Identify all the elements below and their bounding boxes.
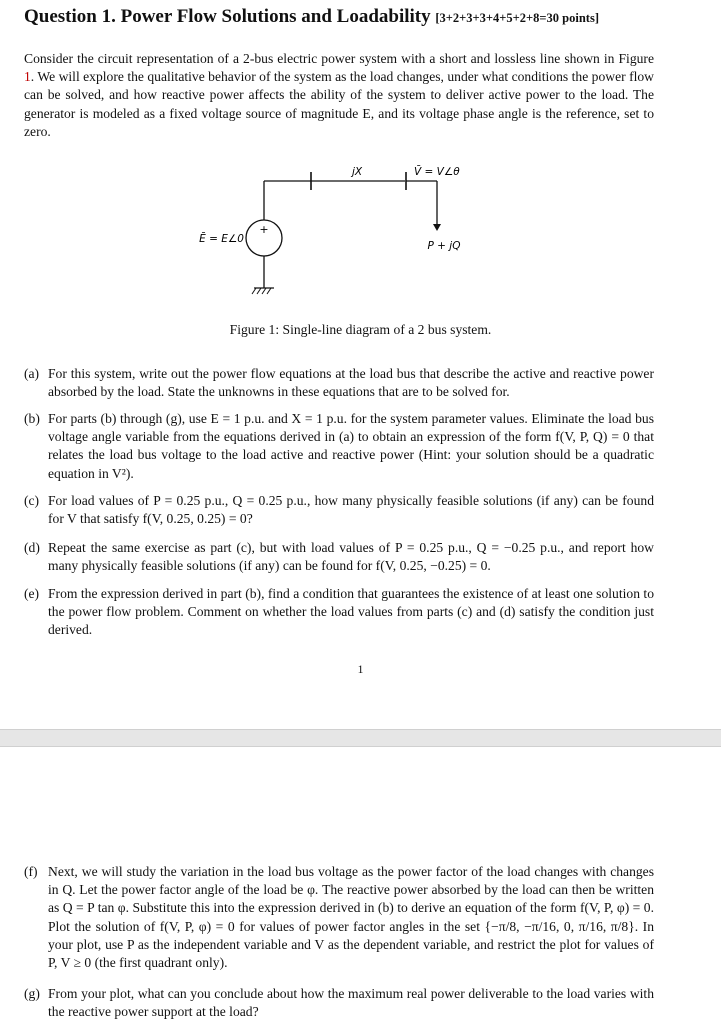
part-text: Next, we will study the variation in the load bus voltage as the power factor of the load changes with changes in Q. Let the power factor angle of the load be φ. The reactive power absorbed by the load can then be written as Q = P tan φ. Substitute this into the expression derived in (b) to derive an equation of the form f(V, P, φ) = 0. Plot the solution of f(V, P, φ) = 0 for values of power factor angles in the set {−π/8, −π/16, 0, π/16, π/8}. In your plot, use P as the independent variable and V as the dependent variable, and restrict the plot for values of P, V ≥ 0 (the first quadrant only). [48,864,654,971]
page-break [0,729,721,747]
page-number: 1 [357,662,364,676]
figure-caption: Figure 1: Single-line diagram of a 2 bus system. [229,322,492,337]
intro-paragraph [24,50,654,141]
part-text: Repeat the same exercise as part (c), but with load values of P = 0.25 p.u., Q = −0.25 p.u., and report how many physically feasible solutions (if any) can be found for f(V, 0.25, −0.25) = 0. [48,540,654,574]
question-part-b [24,410,654,483]
question-part-e [24,585,654,640]
part-label: (e) [24,586,40,601]
intro-text-2: . We will explore the qualitative behavior of the system as the load changes, under what conditions the power flow can be solved, and how reactive power affects the ability of the system to deliver active power to the load. The generator is modeled as a fixed voltage source of magnitude E, and its voltage phase angle is the reference, set to zero. [24,69,654,139]
part-label: (d) [24,540,40,555]
title-points: [3+2+3+3+4+5+2+8=30 points] [435,11,599,25]
part-label: (b) [24,411,40,426]
question-part-f [24,863,654,972]
part-text: For this system, write out the power flow equations at the load bus that describe the active and reactive power absorbed by the load. State the unknowns in these equations that are to be solved for. [48,366,654,400]
source-voltage-label: Ē = E∠0 [199,233,244,245]
question-part-a [24,365,654,401]
part-text: From your plot, what can you conclude about how the maximum real power deliverable to the load varies with the reactive power support at the load? [48,986,654,1020]
part-text: For load values of P = 0.25 p.u., Q = 0.25 p.u., how many physically feasible solutions (if any) can be found for V that satisfy f(V, 0.25, 0.25) = 0? [48,493,654,527]
part-label: (a) [24,366,40,381]
part-text: For parts (b) through (g), use E = 1 p.u. and X = 1 p.u. for the system parameter values. Eliminate the load bus voltage angle variable from the equations derived in (a) to obtain an expression of the form f(V, P, Q) = 0 that relates the load bus voltage to the load active and reactive power (Hint: your solution should be a quadratic equation in V²). [48,411,654,481]
load-arrow-icon [433,224,441,231]
part-label: (c) [24,493,40,508]
part-label: (f) [24,864,38,879]
title-text: Question 1. Power Flow Solutions and Loadability [24,6,431,27]
question-part-d [24,539,654,575]
question-title [24,6,599,28]
part-label: (g) [24,986,40,1001]
load-power-label: P + jQ [427,240,461,252]
circuit-diagram [180,160,520,300]
source-polarity: + [259,223,269,236]
load-bus-voltage-label: V̄ = V∠θ [414,166,460,178]
question-part-c [24,492,654,528]
ground-icon [252,288,274,294]
intro-text-1: Consider the circuit representation of a 2-bus electric power system with a short and lossless line shown in Figure [24,51,654,66]
question-part-g [24,985,654,1021]
figure-reference-link[interactable]: 1 [24,69,31,85]
line-reactance-label: jX [351,166,363,178]
part-text: From the expression derived in part (b), find a condition that guarantees the existence of at least one solution to the power flow problem. Comment on whether the load values from parts (c) and (d) satisfy the condition just derived. [48,586,654,638]
